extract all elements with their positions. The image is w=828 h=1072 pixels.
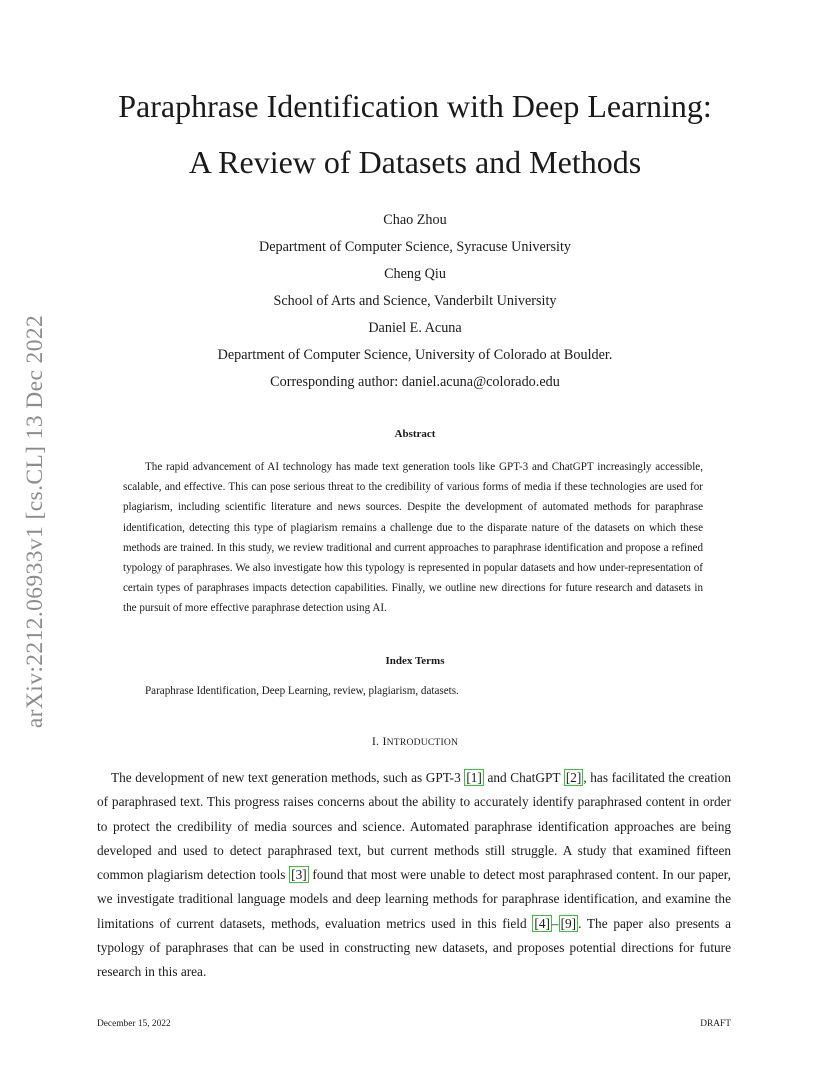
index-terms-heading: Index Terms <box>385 655 445 667</box>
paper-title <box>70 78 760 190</box>
author-affiliation: Department of Computer Science, University of Colorado at Boulder. <box>217 347 613 363</box>
intro-text: and ChatGPT <box>483 770 564 785</box>
arxiv-identifier: arXiv:2212.06933v1 [cs.CL] 13 Dec 2022 <box>22 314 49 728</box>
intro-text: The development of new text generation methods, such as GPT-3 <box>111 770 465 785</box>
citation-link[interactable]: [9] <box>560 915 577 931</box>
paper-title-line-1: Paraphrase Identification with Deep Learning: <box>118 88 712 124</box>
arxiv-sidebar <box>14 286 58 756</box>
abstract-text: The rapid advancement of AI technology has made text generation tools like GPT-3 and ChatGPT increasingly accessible, scalable, and effective. This can pose serious threat to the credibility of various forms of media if these technologies are used for plagiarism, including scientific literature and news sources. Despite the development of automated methods for paraphrase identification, detecting this type of plagiarism remains a challenge due to the disparate nature of the datasets on which these methods are trained. In this study, we review traditional and current approaches to paraphrase identification and propose a refined typology of paraphrases. We also investigate how this typology is represented in popular datasets and how under-representation of certain types of paraphrases impacts detection capabilities. Finally, we outline new directions for future research and datasets in the pursuit of more effective paraphrase detection using AI. <box>123 461 703 615</box>
citation-link[interactable]: [4] <box>534 915 550 931</box>
intro-text: . The paper also presents a typology of paraphrases that can be used in constructing new datasets, and proposes potential directions for future research in this area. <box>97 915 731 980</box>
author-affiliation: School of Arts and Science, Vanderbilt University <box>273 293 557 309</box>
citation-link[interactable]: [2] <box>565 770 582 785</box>
paper-title-line-2: A Review of Datasets and Methods <box>188 144 642 180</box>
author-name: Daniel E. Acuna <box>368 320 462 336</box>
intro-text: , has facilitated the creation of paraphrased text. This progress raises concerns about the ability to accurately identify paraphrased content in order to protect the credibility of media sources and science. Automated paraphrase identification approaches are being developed and used to detect paraphrased text, but current methods still struggle. A study that examined fifteen common plagiarism detection tools <box>97 770 731 883</box>
index-terms-text: Paraphrase Identification, Deep Learning, review, plagiarism, datasets. <box>145 685 459 697</box>
footer-date: December 15, 2022 <box>97 1019 171 1029</box>
abstract-heading: Abstract <box>394 428 436 440</box>
intro-text: found that most were unable to detect most paraphrased content. In our paper, we investigate traditional language models and deep learning methods for paraphrase identification, and examine the limitations of current datasets, methods, evaluation metrics used in this field <box>97 867 731 931</box>
corresponding-author: Corresponding author: daniel.acuna@colorado.edu <box>270 374 560 390</box>
author-name: Chao Zhou <box>383 212 447 228</box>
author-block <box>110 207 720 396</box>
section-heading-introduction: I. INTRODUCTION <box>371 734 459 748</box>
footer-draft-label: DRAFT <box>700 1019 731 1029</box>
author-affiliation: Department of Computer Science, Syracuse University <box>258 239 572 255</box>
introduction-paragraph <box>97 766 731 985</box>
citation-link[interactable]: [3] <box>291 867 307 883</box>
intro-text: – <box>551 915 559 931</box>
author-name: Cheng Qiu <box>384 266 446 282</box>
citation-link[interactable]: [1] <box>466 770 482 785</box>
